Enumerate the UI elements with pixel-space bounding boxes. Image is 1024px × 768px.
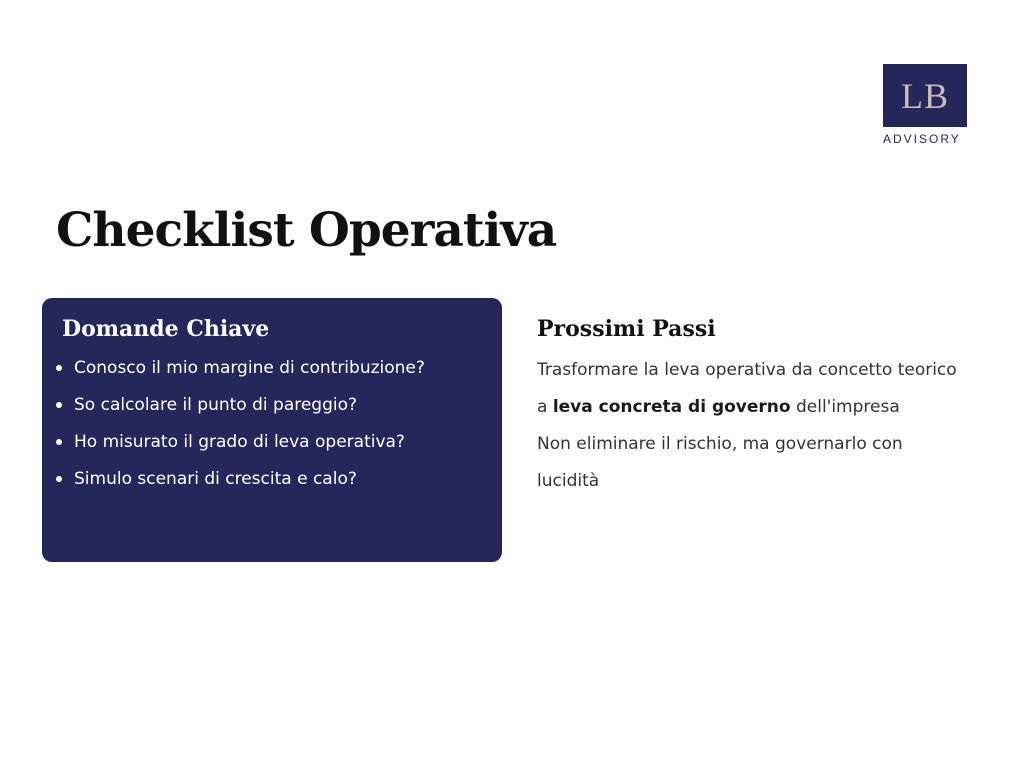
next-steps-section [537, 316, 957, 500]
list-item [62, 461, 482, 498]
logo-box [883, 64, 967, 127]
key-questions-list [62, 350, 482, 498]
next-step-text: dell'impresa [790, 397, 900, 417]
question-text: Simulo scenari di crescita e calo? [74, 469, 357, 489]
brand-logo [883, 64, 969, 146]
bullet-icon [56, 365, 62, 371]
bullet-icon [56, 476, 62, 482]
list-item [62, 350, 482, 387]
question-text: Conosco il mio margine di contribuzione? [74, 358, 425, 378]
key-questions-card [42, 298, 502, 562]
next-step-text: Trasformare la leva operativa da concetto teorico a [537, 360, 957, 417]
question-text: Ho misurato il grado di leva operativa? [74, 432, 405, 452]
logo-mark: LB [900, 75, 949, 116]
next-step-emphasis: leva concreta di governo [552, 397, 791, 417]
page-title: Checklist Operativa [56, 203, 557, 258]
logo-text: ADVISORY [883, 132, 961, 146]
next-step-paragraph: Non eliminare il rischio, ma governarlo con lucidità [537, 434, 903, 491]
key-questions-heading: Domande Chiave [62, 316, 270, 342]
list-item [62, 387, 482, 424]
next-step-paragraph [537, 352, 957, 426]
list-item [62, 424, 482, 461]
bullet-icon [56, 402, 62, 408]
next-steps-heading: Prossimi Passi [537, 316, 716, 342]
bullet-icon [56, 439, 62, 445]
question-text: So calcolare il punto di pareggio? [74, 395, 358, 415]
